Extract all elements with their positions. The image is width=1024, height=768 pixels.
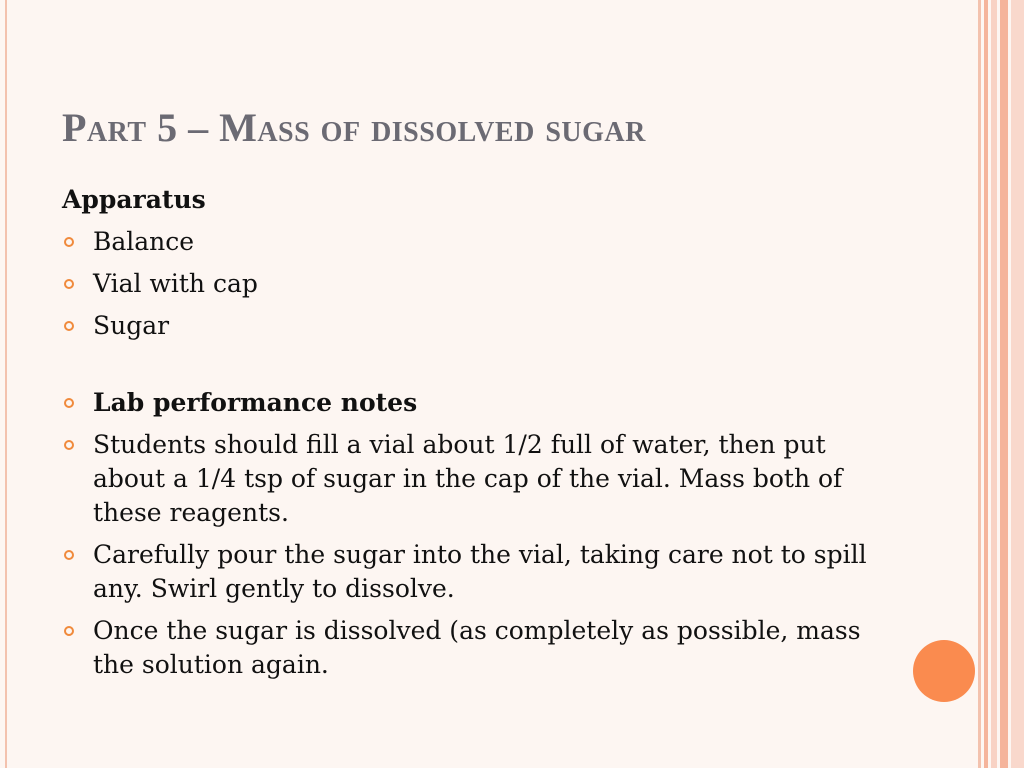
notes-heading: Lab performance notes <box>93 388 418 417</box>
decorative-stripe <box>984 0 988 768</box>
circle-bullet-icon <box>64 440 74 450</box>
list-item-text: Students should fill a vial about 1/2 full of water, then put about a 1/4 tsp of sugar in the cap of the vial. Mass both of these reagents. <box>93 430 843 527</box>
bullet-list <box>62 225 892 682</box>
slide-title: Part 5 – Mass of dissolved sugar <box>62 105 646 150</box>
circle-bullet-icon <box>64 626 74 636</box>
list-item <box>62 309 892 343</box>
apparatus-heading: Apparatus <box>62 185 206 214</box>
decorative-stripe <box>1011 0 1024 768</box>
circle-bullet-icon <box>64 321 74 331</box>
slide-content <box>62 183 892 690</box>
list-item <box>62 386 892 420</box>
circle-bullet-icon <box>64 237 74 247</box>
decorative-stripe <box>991 0 997 768</box>
list-item <box>62 428 892 530</box>
decorative-stripe <box>1000 0 1008 768</box>
list-item-text: Sugar <box>93 311 170 340</box>
circle-bullet-icon <box>64 550 74 560</box>
circle-bullet-icon <box>64 279 74 289</box>
decorative-stripe <box>978 0 981 768</box>
list-item <box>62 225 892 259</box>
list-item-text: Once the sugar is dissolved (as completely as possible, mass the solution again. <box>93 616 861 679</box>
left-border-line <box>5 0 7 768</box>
list-item <box>62 538 892 606</box>
list-item <box>62 267 892 301</box>
list-item-text: Vial with cap <box>93 269 258 298</box>
list-item-text: Balance <box>93 227 195 256</box>
list-item <box>62 614 892 682</box>
decorative-circle <box>913 640 975 702</box>
circle-bullet-icon <box>64 398 74 408</box>
list-item-text: Carefully pour the sugar into the vial, taking care not to spill any. Swirl gently to dissolve. <box>93 540 867 603</box>
